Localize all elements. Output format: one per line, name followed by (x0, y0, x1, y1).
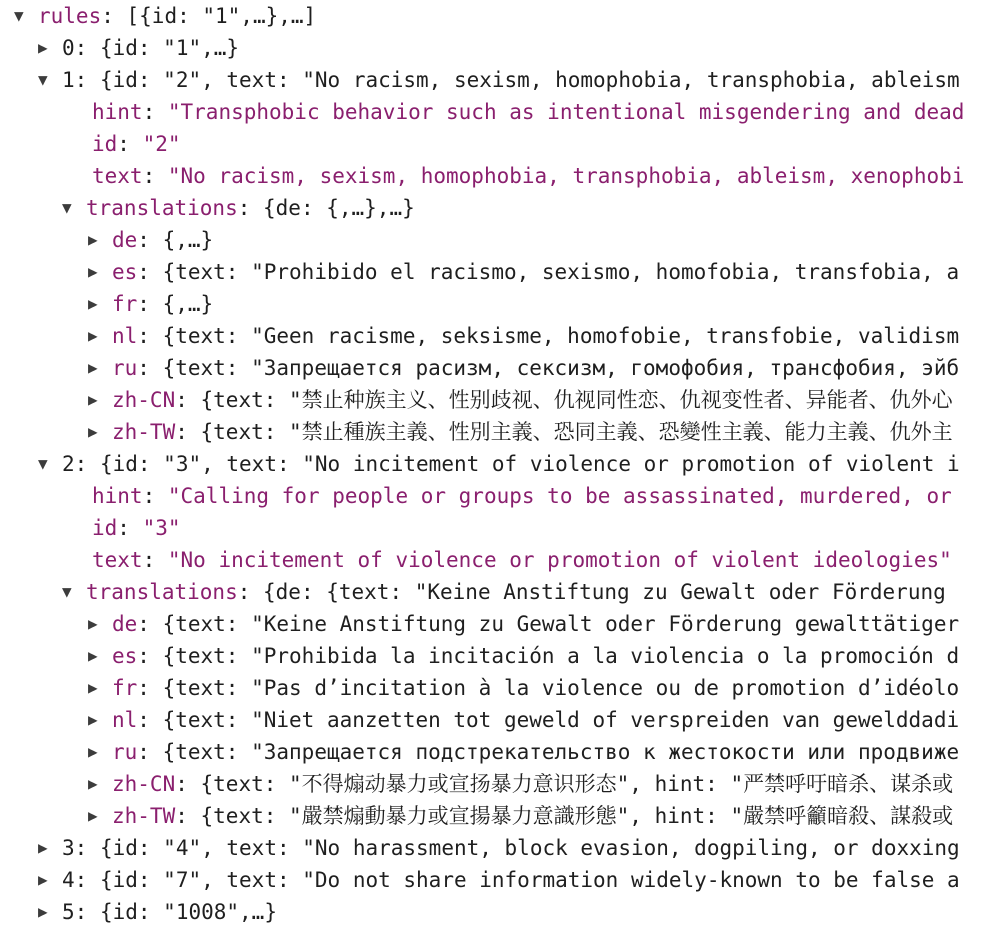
tree-row[interactable] (62, 192, 415, 224)
tree-value: {de: {,…},…} (250, 196, 415, 220)
tree-key: id (92, 132, 118, 156)
collapsed-triangle-icon[interactable]: ▶ (88, 806, 98, 825)
tree-key: nl (112, 708, 138, 732)
tree-key: translations (86, 580, 238, 604)
tree-key: ru (112, 356, 138, 380)
tree-value: {text: "嚴禁煽動暴力或宣揚暴力意識形態", hint: "嚴禁呼籲暗殺、謀殺或 (187, 804, 954, 828)
collapsed-triangle-icon[interactable]: ▶ (88, 774, 98, 793)
tree-colon: : (137, 228, 150, 252)
collapsed-triangle-icon[interactable]: ▶ (88, 742, 98, 761)
tree-key: fr (112, 676, 138, 700)
tree-row[interactable] (88, 608, 959, 640)
tree-value: {id: "2", text: "No racism, sexism, homophobia, transphobia, ableism (87, 68, 960, 92)
collapsed-triangle-icon[interactable]: ▶ (88, 294, 98, 313)
tree-colon: : (175, 772, 188, 796)
tree-key: hint (92, 100, 143, 124)
tree-key: 3 (62, 836, 75, 860)
tree-row[interactable] (88, 384, 953, 416)
tree-value: {text: "禁止种族主义、性别歧视、仇视同性恋、仇视变性者、异能者、仇外心 (187, 388, 953, 412)
tree-colon: : (137, 676, 150, 700)
tree-colon: : (137, 644, 150, 668)
collapsed-triangle-icon[interactable]: ▶ (88, 262, 98, 281)
tree-row[interactable] (38, 32, 239, 64)
tree-row[interactable] (38, 448, 960, 480)
tree-row (92, 128, 181, 160)
tree-value: "Calling for people or groups to be assassinated, murdered, or (155, 484, 952, 508)
expanded-triangle-icon[interactable]: ▼ (38, 70, 48, 89)
tree-value: {text: "Pas d’incitation à la violence ou de promotion d’idéolo (149, 676, 960, 700)
tree-colon: : (237, 196, 251, 220)
collapsed-triangle-icon[interactable]: ▶ (88, 326, 98, 345)
tree-row[interactable] (88, 736, 959, 768)
tree-value: {text: "Запрещается расизм, сексизм, гомофобия, трансфобия, эйб (149, 356, 960, 380)
tree-row[interactable] (88, 256, 959, 288)
tree-colon: : (74, 452, 88, 476)
tree-row (92, 96, 964, 128)
tree-colon: : (142, 484, 156, 508)
tree-value: {text: "Запрещается подстрекательство к жестокости или продвиже (149, 740, 960, 764)
tree-value: {text: "Prohibido el racismo, sexismo, homofobia, transfobia, a (149, 260, 960, 284)
tree-row[interactable] (38, 64, 960, 96)
tree-colon: : (137, 740, 150, 764)
tree-colon: : (137, 612, 150, 636)
tree-value: {,…} (149, 292, 214, 316)
tree-value: "2" (129, 132, 181, 156)
tree-colon: : (137, 708, 150, 732)
tree-key: zh-TW (112, 804, 176, 828)
tree-value: {text: "不得煽动暴力或宣扬暴力意识形态", hint: "严禁呼吁暗杀、谋杀或 (187, 772, 954, 796)
tree-key: de (112, 228, 138, 252)
tree-colon: : (142, 548, 156, 572)
tree-value: {text: "Prohibida la incitación a la violencia o la promoción d (149, 644, 960, 668)
tree-colon: : (142, 164, 156, 188)
tree-value: "No racism, sexism, homophobia, transphobia, ableism, xenophobi (155, 164, 965, 188)
tree-value: {id: "1008",…} (87, 900, 277, 924)
tree-key: es (112, 644, 138, 668)
tree-value: {text: "Niet aanzetten tot geweld of verspreiden van gewelddadi (149, 708, 960, 732)
tree-value: {id: "1",…} (87, 36, 240, 60)
tree-row[interactable] (88, 704, 959, 736)
tree-row[interactable] (14, 0, 316, 32)
tree-row[interactable] (38, 896, 277, 928)
tree-value: {id: "7", text: "Do not share information widely-known to be false a (87, 868, 960, 892)
tree-colon: : (137, 356, 150, 380)
collapsed-triangle-icon[interactable]: ▶ (38, 902, 48, 921)
tree-colon: : (117, 132, 130, 156)
collapsed-triangle-icon[interactable]: ▶ (38, 38, 48, 57)
tree-colon: : (117, 516, 130, 540)
expanded-triangle-icon[interactable]: ▼ (62, 198, 72, 217)
tree-value: "Transphobic behavior such as intentional misgendering and dead (155, 100, 965, 124)
expanded-triangle-icon[interactable]: ▼ (14, 6, 24, 25)
tree-key: translations (86, 196, 238, 220)
tree-colon: : (175, 420, 188, 444)
tree-row (92, 480, 952, 512)
expanded-triangle-icon[interactable]: ▼ (38, 454, 48, 473)
tree-row (92, 512, 181, 544)
tree-key: 1 (62, 68, 75, 92)
tree-value: {de: {text: "Keine Anstiftung zu Gewalt oder Förderung (250, 580, 946, 604)
tree-key: zh-TW (112, 420, 176, 444)
tree-row[interactable] (38, 832, 960, 864)
tree-key: 2 (62, 452, 75, 476)
tree-row[interactable] (88, 672, 959, 704)
tree-row[interactable] (62, 576, 946, 608)
tree-value: [{id: "1",…},…] (113, 4, 317, 28)
tree-key: zh-CN (112, 772, 176, 796)
tree-colon: : (74, 836, 88, 860)
tree-colon: : (175, 804, 188, 828)
tree-colon: : (74, 68, 88, 92)
tree-row[interactable] (88, 800, 953, 832)
tree-key: de (112, 612, 138, 636)
tree-key: text (92, 164, 143, 188)
tree-key: 5 (62, 900, 75, 924)
collapsed-triangle-icon[interactable]: ▶ (88, 230, 98, 249)
tree-value: {id: "4", text: "No harassment, block evasion, dogpiling, or doxxing (87, 836, 960, 860)
tree-colon: : (137, 260, 150, 284)
tree-row[interactable] (88, 768, 953, 800)
collapsed-triangle-icon[interactable]: ▶ (38, 870, 48, 889)
tree-key: 0 (62, 36, 75, 60)
tree-colon: : (175, 388, 188, 412)
tree-row[interactable] (88, 640, 959, 672)
tree-row[interactable] (88, 352, 959, 384)
collapsed-triangle-icon[interactable]: ▶ (38, 838, 48, 857)
tree-key: rules (38, 4, 102, 28)
tree-key: fr (112, 292, 138, 316)
collapsed-triangle-icon[interactable]: ▶ (88, 678, 98, 697)
tree-key: es (112, 260, 138, 284)
tree-colon: : (137, 324, 150, 348)
tree-colon: : (74, 868, 88, 892)
tree-value: "3" (129, 516, 181, 540)
tree-row (92, 160, 964, 192)
collapsed-triangle-icon[interactable]: ▶ (88, 422, 98, 441)
tree-value: {id: "3", text: "No incitement of violence or promotion of violent i (87, 452, 960, 476)
collapsed-triangle-icon[interactable]: ▶ (88, 710, 98, 729)
tree-row[interactable] (88, 224, 213, 256)
tree-key: id (92, 516, 118, 540)
tree-row[interactable] (88, 288, 213, 320)
tree-key: hint (92, 484, 143, 508)
tree-row (92, 544, 952, 576)
tree-row[interactable] (38, 864, 960, 896)
tree-colon: : (74, 36, 88, 60)
tree-key: text (92, 548, 143, 572)
tree-value: {,…} (149, 228, 214, 252)
tree-key: 4 (62, 868, 75, 892)
collapsed-triangle-icon[interactable]: ▶ (88, 358, 98, 377)
collapsed-triangle-icon[interactable]: ▶ (88, 614, 98, 633)
tree-colon: : (101, 4, 114, 28)
tree-row[interactable] (88, 320, 959, 352)
tree-value: {text: "Keine Anstiftung zu Gewalt oder Förderung gewalttätiger (149, 612, 960, 636)
tree-value: {text: "Geen racisme, seksisme, homofobie, transfobie, validism (149, 324, 960, 348)
tree-row[interactable] (88, 416, 953, 448)
tree-value: "No incitement of violence or promotion of violent ideologies" (155, 548, 952, 572)
tree-value: {text: "禁止種族主義、性別主義、恐同主義、恐變性主義、能力主義、仇外主 (187, 420, 953, 444)
collapsed-triangle-icon[interactable]: ▶ (88, 646, 98, 665)
tree-colon: : (142, 100, 156, 124)
tree-colon: : (237, 580, 251, 604)
tree-colon: : (74, 900, 88, 924)
tree-key: ru (112, 740, 138, 764)
tree-key: zh-CN (112, 388, 176, 412)
collapsed-triangle-icon[interactable]: ▶ (88, 390, 98, 409)
tree-colon: : (137, 292, 150, 316)
expanded-triangle-icon[interactable]: ▼ (62, 582, 72, 601)
tree-key: nl (112, 324, 138, 348)
